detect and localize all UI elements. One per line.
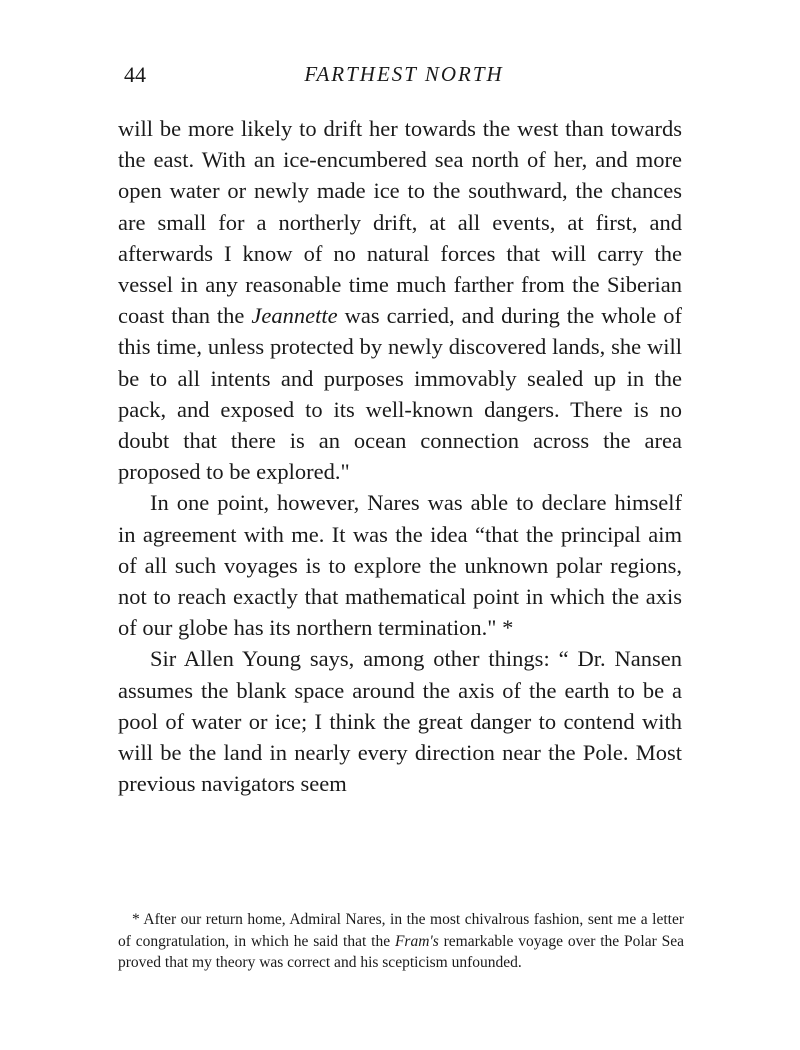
footnote xyxy=(118,909,684,974)
body-text xyxy=(118,113,682,799)
ship-name-fram: Fram's xyxy=(394,932,439,950)
footnote-text xyxy=(118,909,684,974)
running-title: FARTHEST NORTH xyxy=(304,62,504,86)
footnote-text-a: * After our return home, Admiral Nares, in the most chivalrous fashion, sent me a letter of congratulation, in which he said that the xyxy=(118,911,684,950)
page-header xyxy=(124,62,684,92)
ship-name-jeannette: Jeannette xyxy=(251,303,338,329)
paragraph-2: In one point, however, Nares was able to declare himself in agreement with me. It was the idea “that the principal aim of all such voyages is to explore the unknown polar regions, not to reach exactly that mathematical point in which the axis of our globe has its northern termination." * xyxy=(118,490,682,641)
paragraph-3: Sir Allen Young says, among other things: “ Dr. Nansen assumes the blank space around the axis of the earth to be a pool of water or ice; I think the great danger to contend with will be the land in nearly every direction near the Pole. Most previous navigators seem xyxy=(118,646,682,797)
page-number: 44 xyxy=(124,62,146,87)
footnote-text-b: remarkable voyage over the Polar Sea proved that my theory was correct and his scepticism unfounded. xyxy=(118,932,685,971)
paragraph-1-text-b: was carried, and during the whole of this time, unless protected by newly discovered lands, she will be to all intents and purposes immovably sealed up in the pack, and exposed to its well-known dangers. There is no doubt that there is an ocean connection across the area proposed to be explored." xyxy=(118,303,682,485)
paragraph-1-text-a: will be more likely to drift her towards the west than towards the east. With an ice-encumbered sea north of her, and more open water or newly made ice to the southward, the chances are small for a northerly drift, at all events, at first, and afterwards I know of no natural forces that will carry the vessel in any reasonable time much farther from the Siberian coast than the xyxy=(118,116,682,329)
paragraph-1 xyxy=(118,113,682,487)
